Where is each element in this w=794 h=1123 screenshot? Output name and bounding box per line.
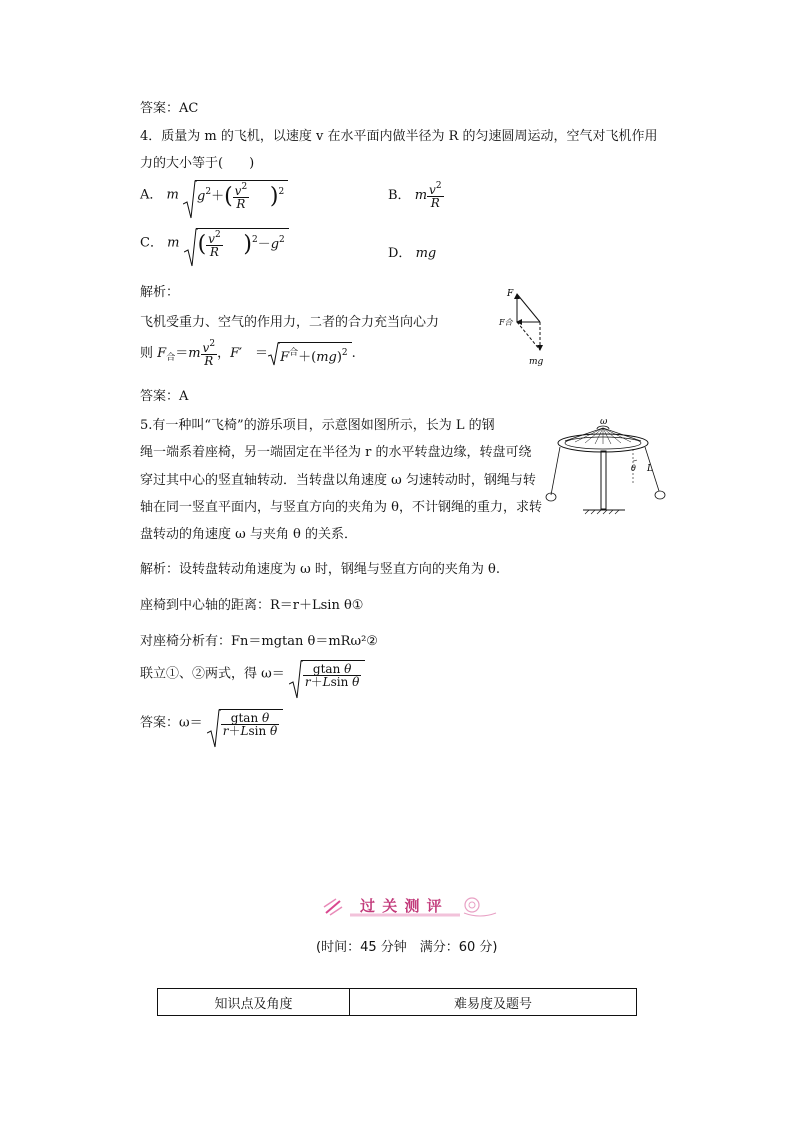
diagram-label-l: L (647, 464, 653, 474)
step3-formula: $\frac{\text{gtan θ}}{\text{r＋Lsin θ}}$ (289, 660, 366, 688)
diagram-label-fhe: F合 (499, 318, 513, 327)
answer-formula: $\frac{\text{gtan θ}}{\text{r＋Lsin θ}}$ (207, 709, 284, 737)
q5-line5: 盘转动的角速度 ω 与夹角 θ 的关系． (140, 527, 357, 542)
q5-line1: 5.有一种叫“飞椅”的游乐项目，示意图如图所示，长为 L 的钢 (140, 418, 495, 433)
q5-step2: 对座椅分析有：Fn＝mgtan θ＝mRω²② (140, 634, 378, 649)
q4-analysis-text: 飞机受重力、空气的作用力，二者的合力充当向心力 (140, 315, 440, 330)
q5-line3: 穿过其中心的竖直轴转动．当转盘以角速度 ω 匀速转动时，钢绳与转 (140, 473, 536, 488)
diagram-label-theta: θ (631, 464, 636, 473)
time-info: (时间：45 分钟 满分：60 分) (316, 940, 498, 955)
previous-answer: 答案：AC (140, 101, 199, 116)
diagram-label-omega: ω (600, 417, 608, 427)
q4-option-a: A． m $g^2+$( $\frac{v^2}{R}$ )$^2$ (140, 180, 288, 210)
q4-option-b: B． m $\frac{v^2}{R}$ (388, 181, 442, 210)
option-d-label: D． (388, 246, 412, 261)
q4-answer: 答案：A (140, 389, 189, 404)
option-c-label: C． (140, 235, 163, 251)
table-header-cell: 难易度及题号 (350, 989, 637, 1016)
formula-prefix: 则 (140, 346, 154, 361)
diagram-label-f: F (507, 289, 514, 299)
q5-analysis: 解析：设转盘转动角速度为 ω 时，钢绳与竖直方向的夹角为 θ. (140, 562, 500, 577)
knowledge-table (157, 988, 637, 1016)
option-b-label: B． (388, 188, 411, 203)
answer-prefix: 答案：ω＝ (140, 715, 203, 731)
option-d-value: mg (415, 246, 437, 261)
q4-line2: 力的大小等于( ) (140, 156, 255, 171)
option-a-label: A． (140, 187, 163, 203)
option-a-formula: $g^2+$( $\frac{v^2}{R}$ )$^2$ (183, 180, 288, 210)
table-header-cell: 知识点及角度 (158, 989, 350, 1016)
section-header (320, 893, 500, 919)
option-c-formula: ( $\frac{v^2}{R}$ )$^2-g^2$ (184, 228, 289, 258)
q4-force-diagram (495, 284, 555, 368)
q5-answer (140, 709, 283, 737)
step3-prefix: 联立①、②两式，得 ω＝ (140, 666, 285, 682)
q5-flying-chair-diagram (545, 415, 675, 520)
q4-option-c: C． m ( $\frac{v^2}{R}$ )$^2-g^2$ (140, 228, 289, 258)
table-header-row (158, 989, 637, 1016)
q4-analysis-label: 解析： (140, 285, 180, 300)
diagram-label-mg: mg (529, 357, 544, 367)
section-title: 过 关 测 评 (360, 897, 443, 915)
q4-option-d (388, 242, 436, 261)
q5-line4: 轴在同一竖直平面内，与竖直方向的夹角为 θ，不计钢绳的重力，求转 (140, 500, 542, 515)
q4-formula: 则 $F_合=m$ $\frac{v^2}{R}$ ，F′ ＝ $F^合+(mg)^2$ . (140, 339, 356, 368)
q4-line1: 4．质量为 m 的飞机，以速度 v 在水平面内做半径为 R 的匀速圆周运动，空气对飞机作用 (140, 129, 658, 144)
q5-line2: 绳一端系着座椅，另一端固定在半径为 r 的水平转盘边缘，转盘可绕 (140, 445, 532, 460)
q5-step3 (140, 660, 365, 688)
q5-step1: 座椅到中心轴的距离：R＝r＋Lsin θ① (140, 598, 364, 613)
